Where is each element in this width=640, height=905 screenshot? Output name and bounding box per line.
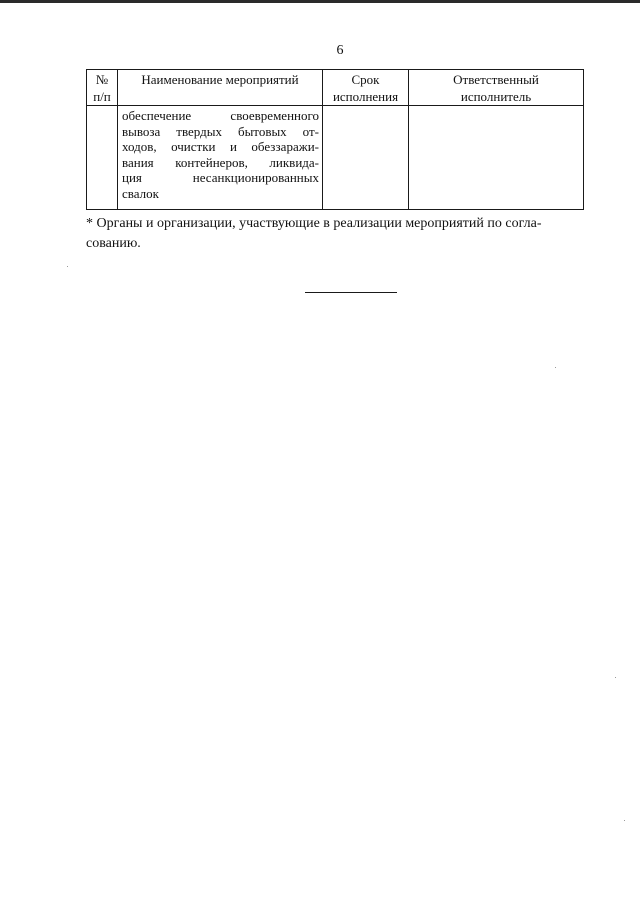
header-responsible-line: исполнитель	[460, 89, 532, 104]
measures-table	[86, 69, 584, 210]
cell-number	[87, 106, 118, 210]
header-responsible	[409, 70, 584, 106]
footnote	[86, 214, 586, 254]
scan-speck	[67, 266, 68, 267]
scan-speck	[615, 677, 616, 678]
header-responsible-line: Ответственный	[453, 72, 539, 87]
footnote-line: * Органы и организации, участвующие в реализации мероприятий по согла-	[86, 216, 542, 231]
header-number-line: п/п	[93, 89, 111, 104]
footnote-line: сованию.	[86, 236, 141, 251]
header-term-line: исполнения	[332, 89, 399, 104]
scan-speck	[555, 367, 556, 368]
end-of-document-rule	[305, 292, 397, 293]
header-measure-name	[118, 70, 323, 106]
cell-responsible	[409, 106, 584, 210]
measure-text-line: обеспечение своевременного	[122, 108, 319, 123]
measure-text-line: свалок	[122, 185, 159, 201]
header-term	[323, 70, 409, 106]
header-number-line: №	[95, 72, 109, 87]
table-header-row	[87, 70, 584, 106]
measure-text-line: ция несанкционированных	[122, 170, 319, 186]
table-row	[87, 106, 584, 210]
header-measure-name-line: Наименование мероприятий	[141, 72, 299, 87]
measure-text-line: вания контейнеров, ликвида-	[122, 154, 319, 170]
scan-top-edge	[0, 0, 640, 3]
header-term-line: Срок	[351, 72, 380, 87]
measure-text-line: вывоза твердых бытовых от-	[122, 123, 319, 139]
measure-text-line: ходов, очистки и обеззаражи-	[122, 139, 319, 155]
cell-term	[323, 106, 409, 210]
scan-speck	[624, 820, 625, 821]
header-number	[87, 70, 118, 106]
cell-measure-name	[118, 106, 323, 210]
page-number: 6	[336, 43, 344, 58]
